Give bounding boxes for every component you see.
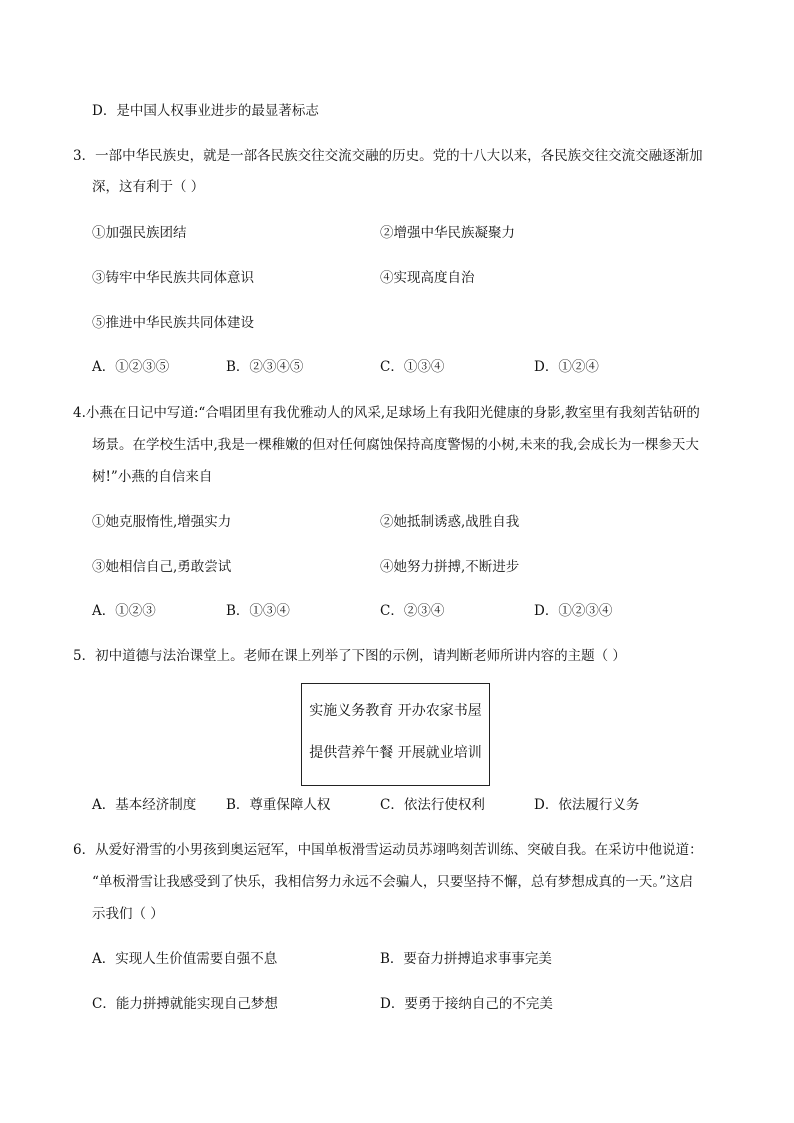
- q4-item-4: ④她努力拼搏,不断进步: [380, 559, 520, 575]
- q5-option-c: C．依法行使权利: [380, 797, 485, 813]
- q3-item-1: ①加强民族团结: [92, 225, 187, 241]
- q6-option-c: C．能力拼搏就能实现自己梦想: [92, 996, 278, 1012]
- q3-option-a: A．①②③⑤: [92, 359, 170, 375]
- q5-example-box: [301, 683, 490, 786]
- q3-option-c: C．①③④: [380, 359, 445, 375]
- q6-stem-line1: 6．从爱好滑雪的小男孩到奥运冠军，中国单板滑雪运动员苏翊鸣刻苦训练、突破自我。在采访中他说道：: [73, 842, 703, 858]
- q4-option-b: B．①③④: [226, 603, 290, 619]
- q3-stem-line2: 深，这有利于（ ）: [92, 179, 205, 195]
- q3-item-4: ④实现高度自治: [380, 270, 475, 286]
- q4-stem-line3: 树!”小燕的自信来自: [92, 469, 213, 485]
- q4-option-d: D．①②③④: [534, 603, 613, 619]
- q5-option-d: D．依法履行义务: [534, 797, 640, 813]
- q4-stem-line2: 场景。在学校生活中,我是一棵稚嫩的但对任何腐蚀保持高度警惕的小树,未来的我,会成长为一棵参天大: [92, 437, 699, 453]
- q6-option-d: D．要勇于接纳自己的不完美: [380, 996, 553, 1012]
- q4-stem-line1: 4.小燕在日记中写道:“合唱团里有我优雅动人的风采,足球场上有我阳光健康的身影,教室里有我刻苦钻研的: [73, 405, 700, 421]
- q3-option-b: B．②③④⑤: [226, 359, 304, 375]
- q5-option-b: B．尊重保障人权: [226, 797, 331, 813]
- q3-item-3: ③铸牢中华民族共同体意识: [92, 270, 254, 286]
- q4-item-1: ①她克服惰性,增强实力: [92, 514, 232, 530]
- q2-option-d: D．是中国人权事业进步的最显著标志: [92, 103, 319, 119]
- q4-option-a: A．①②③: [92, 603, 156, 619]
- q6-stem-line2: “单板滑雪让我感受到了快乐，我相信努力永远不会骗人，只要坚持不懈，总有梦想成真的一天。”这启: [92, 874, 694, 890]
- q4-item-3: ③她相信自己,勇敢尝试: [92, 559, 232, 575]
- q5-box-row-1: 实施义务教育 开办农家书屋: [309, 703, 482, 719]
- q3-stem-line1: 3．一部中华民族史，就是一部各民族交往交流交融的历史。党的十八大以来，各民族交往交流交融逐渐加: [73, 148, 703, 164]
- q6-stem-line3: 示我们（ ）: [92, 906, 164, 922]
- q6-option-a: A．实现人生价值需要自强不息: [92, 951, 278, 967]
- q5-stem: 5．初中道德与法治课堂上。老师在课上列举了下图的示例，请判断老师所讲内容的主题（ ）: [73, 648, 626, 664]
- q4-option-c: C．②③④: [380, 603, 445, 619]
- q3-item-5: ⑤推进中华民族共同体建设: [92, 315, 254, 331]
- q5-option-a: A．基本经济制度: [92, 797, 197, 813]
- q6-option-b: B．要奋力拼搏追求事事完美: [380, 951, 552, 967]
- q3-item-2: ②增强中华民族凝聚力: [380, 225, 515, 241]
- q4-item-2: ②她抵制诱惑,战胜自我: [380, 514, 520, 530]
- q3-option-d: D．①②④: [534, 359, 599, 375]
- q5-box-row-2: 提供营养午餐 开展就业培训: [309, 745, 482, 761]
